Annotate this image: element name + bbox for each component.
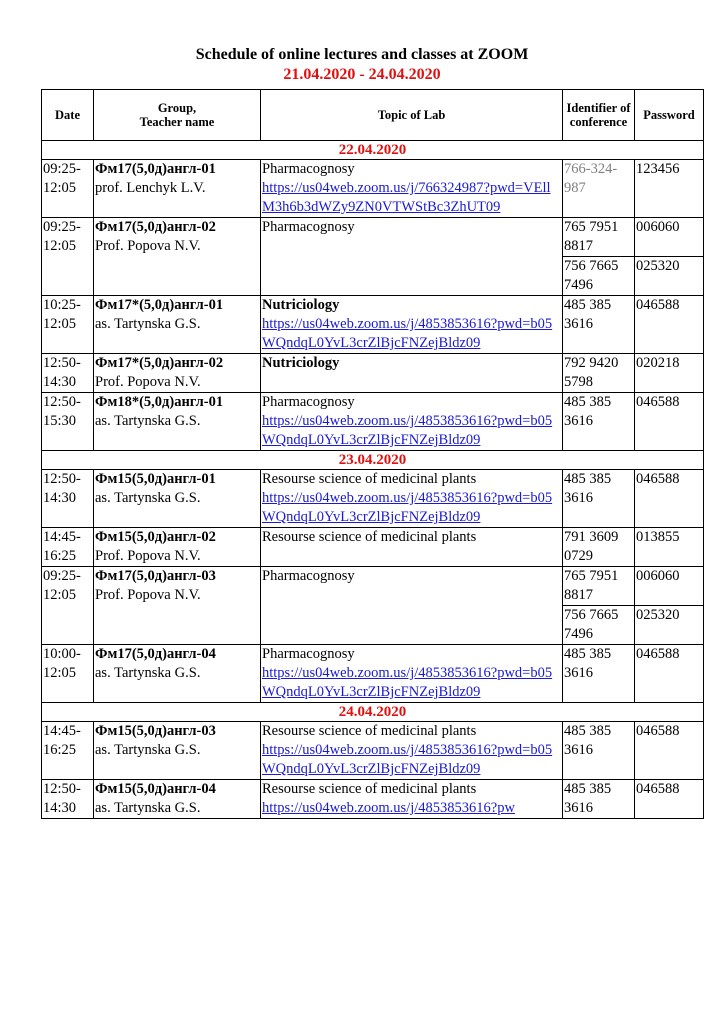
group-name: Фм17*(5,0д)англ-02 bbox=[95, 355, 224, 371]
date-heading: 24.04.2020 bbox=[42, 703, 704, 722]
teacher-name bbox=[95, 315, 259, 334]
topic-label: Resourse science of medicinal plants bbox=[262, 723, 477, 739]
topic-label: Resourse science of medicinal plants bbox=[262, 471, 477, 487]
topic-cell bbox=[261, 780, 563, 819]
group-name: Фм17(5,0д)англ-04 bbox=[95, 646, 216, 662]
group-name: Фм15(5,0д)англ-03 bbox=[95, 723, 216, 739]
time-cell: 14:45- 16:25 bbox=[42, 528, 94, 567]
teacher-name bbox=[95, 664, 259, 683]
password: 025320 bbox=[635, 606, 704, 645]
teacher-label: Popova N.V. bbox=[127, 587, 201, 603]
group-cell bbox=[94, 567, 261, 645]
date-row bbox=[42, 703, 704, 722]
group-name: Фм17*(5,0д)англ-01 bbox=[95, 297, 224, 313]
group-cell bbox=[94, 528, 261, 567]
group-cell bbox=[94, 354, 261, 393]
table-row bbox=[42, 645, 704, 703]
topic-label: Pharmacognosy bbox=[262, 568, 355, 584]
password: 006060 bbox=[635, 567, 704, 606]
time-cell: 10:25- 12:05 bbox=[42, 296, 94, 354]
teacher-label: Popova N.V. bbox=[127, 548, 201, 564]
conference-id: 766-324-987 bbox=[563, 160, 635, 218]
conference-id: 485 385 3616 bbox=[563, 722, 635, 780]
teacher-prefix: as. bbox=[95, 413, 111, 429]
topic-label: Pharmacognosy bbox=[262, 219, 355, 235]
date-row bbox=[42, 141, 704, 160]
teacher-label: Tartynska G.S. bbox=[114, 800, 201, 816]
teacher-label: Tartynska G.S. bbox=[114, 316, 201, 332]
teacher-prefix: as. bbox=[95, 490, 111, 506]
teacher-name bbox=[95, 799, 259, 818]
teacher-label: Tartynska G.S. bbox=[114, 490, 201, 506]
time-cell: 09:25- 12:05 bbox=[42, 567, 94, 645]
table-row bbox=[42, 780, 704, 819]
teacher-label: Tartynska G.S. bbox=[114, 742, 201, 758]
group-name: Фм17(5,0д)англ-02 bbox=[95, 219, 216, 235]
topic-label: Resourse science of medicinal plants bbox=[262, 529, 477, 545]
group-cell bbox=[94, 645, 261, 703]
header-group: Group, Teacher name bbox=[94, 90, 261, 141]
zoom-link[interactable]: https://us04web.zoom.us/j/4853853616?pwd=b05WQndqL0YvL3crZlBjcFNZejBldz09 bbox=[262, 665, 553, 700]
teacher-prefix: Prof. bbox=[95, 587, 124, 603]
teacher-label: Popova N.V. bbox=[127, 374, 201, 390]
teacher-name bbox=[95, 237, 259, 256]
topic-cell bbox=[261, 296, 563, 354]
topic-cell bbox=[261, 160, 563, 218]
table-row bbox=[42, 470, 704, 528]
teacher-prefix: as. bbox=[95, 800, 111, 816]
conference-id: 765 7951 8817 bbox=[563, 218, 635, 257]
time-cell: 09:25- 12:05 bbox=[42, 160, 94, 218]
topic-cell bbox=[261, 393, 563, 451]
conference-id: 756 7665 7496 bbox=[563, 606, 635, 645]
table-row bbox=[42, 296, 704, 354]
topic-cell bbox=[261, 567, 563, 645]
teacher-name bbox=[95, 179, 259, 198]
topic-cell bbox=[261, 722, 563, 780]
teacher-prefix: prof. bbox=[95, 180, 123, 196]
teacher-label: Tartynska G.S. bbox=[114, 665, 201, 681]
table-row bbox=[42, 567, 704, 606]
table-row bbox=[42, 354, 704, 393]
header-date: Date bbox=[42, 90, 94, 141]
group-cell bbox=[94, 722, 261, 780]
password: 046588 bbox=[635, 722, 704, 780]
teacher-prefix: as. bbox=[95, 665, 111, 681]
time-cell: 09:25- 12:05 bbox=[42, 218, 94, 296]
teacher-prefix: as. bbox=[95, 316, 111, 332]
group-name: Фм15(5,0д)англ-02 bbox=[95, 529, 216, 545]
password: 046588 bbox=[635, 780, 704, 819]
topic-cell bbox=[261, 645, 563, 703]
group-cell bbox=[94, 470, 261, 528]
teacher-prefix: Prof. bbox=[95, 548, 124, 564]
group-cell bbox=[94, 218, 261, 296]
schedule-table bbox=[41, 89, 704, 819]
password: 046588 bbox=[635, 470, 704, 528]
conference-id: 791 3609 0729 bbox=[563, 528, 635, 567]
topic-label: Resourse science of medicinal plants bbox=[262, 781, 477, 797]
conference-id: 485 385 3616 bbox=[563, 296, 635, 354]
teacher-prefix: as. bbox=[95, 742, 111, 758]
zoom-link[interactable]: https://us04web.zoom.us/j/4853853616?pwd=b05WQndqL0YvL3crZlBjcFNZejBldz09 bbox=[262, 742, 553, 777]
password: 025320 bbox=[635, 257, 704, 296]
teacher-name bbox=[95, 741, 259, 760]
password: 013855 bbox=[635, 528, 704, 567]
table-row bbox=[42, 160, 704, 218]
table-row bbox=[42, 722, 704, 780]
topic-label: Nutriciology bbox=[262, 297, 340, 313]
teacher-name bbox=[95, 586, 259, 605]
teacher-name bbox=[95, 412, 259, 431]
password: 046588 bbox=[635, 296, 704, 354]
zoom-link[interactable]: https://us04web.zoom.us/j/4853853616?pwd=b05WQndqL0YvL3crZlBjcFNZejBldz09 bbox=[262, 490, 553, 525]
header-id: Identifier of conference bbox=[563, 90, 635, 141]
topic-label: Pharmacognosy bbox=[262, 161, 355, 177]
password: 020218 bbox=[635, 354, 704, 393]
zoom-link[interactable]: https://us04web.zoom.us/j/766324987?pwd=VEllM3h6b3dWZy9ZN0VTWStBc3ZhUT09 bbox=[262, 180, 551, 215]
conference-id: 485 385 3616 bbox=[563, 470, 635, 528]
group-name: Фм17(5,0д)англ-01 bbox=[95, 161, 216, 177]
conference-id: 485 385 3616 bbox=[563, 393, 635, 451]
zoom-link[interactable]: https://us04web.zoom.us/j/4853853616?pwd=b05WQndqL0YvL3crZlBjcFNZejBldz09 bbox=[262, 316, 553, 351]
group-cell bbox=[94, 780, 261, 819]
conference-id: 485 385 3616 bbox=[563, 645, 635, 703]
table-row bbox=[42, 218, 704, 257]
table-row bbox=[42, 528, 704, 567]
teacher-prefix: Prof. bbox=[95, 238, 124, 254]
page-title: Schedule of online lectures and classes at ZOOM bbox=[195, 46, 529, 63]
date-row bbox=[42, 451, 704, 470]
time-cell: 14:45- 16:25 bbox=[42, 722, 94, 780]
time-cell: 10:00- 12:05 bbox=[42, 645, 94, 703]
header-password: Password bbox=[635, 90, 704, 141]
conference-id: 756 7665 7496 bbox=[563, 257, 635, 296]
zoom-link[interactable]: https://us04web.zoom.us/j/4853853616?pwd=b05WQndqL0YvL3crZlBjcFNZejBldz09 bbox=[262, 413, 553, 448]
time-cell: 12:50- 14:30 bbox=[42, 354, 94, 393]
group-cell bbox=[94, 160, 261, 218]
topic-cell bbox=[261, 528, 563, 567]
group-name: Фм15(5,0д)англ-04 bbox=[95, 781, 216, 797]
teacher-name bbox=[95, 373, 259, 392]
schedule-body bbox=[42, 141, 704, 819]
time-cell: 12:50- 14:30 bbox=[42, 470, 94, 528]
table-row bbox=[42, 393, 704, 451]
topic-cell bbox=[261, 470, 563, 528]
date-heading: 23.04.2020 bbox=[42, 451, 704, 470]
teacher-name bbox=[95, 489, 259, 508]
teacher-prefix: Prof. bbox=[95, 374, 124, 390]
conference-id: 792 9420 5798 bbox=[563, 354, 635, 393]
topic-cell bbox=[261, 218, 563, 296]
group-cell bbox=[94, 296, 261, 354]
topic-cell bbox=[261, 354, 563, 393]
teacher-name bbox=[95, 547, 259, 566]
password: 006060 bbox=[635, 218, 704, 257]
conference-id: 765 7951 8817 bbox=[563, 567, 635, 606]
teacher-label: Lenchyk L.V. bbox=[126, 180, 206, 196]
group-cell bbox=[94, 393, 261, 451]
topic-label: Pharmacognosy bbox=[262, 646, 355, 662]
zoom-link[interactable]: https://us04web.zoom.us/j/4853853616?pw bbox=[262, 800, 515, 816]
header-topic: Topic of Lab bbox=[261, 90, 563, 141]
group-name: Фм18*(5,0д)англ-01 bbox=[95, 394, 224, 410]
date-heading: 22.04.2020 bbox=[42, 141, 704, 160]
password: 046588 bbox=[635, 645, 704, 703]
time-cell: 12:50- 15:30 bbox=[42, 393, 94, 451]
group-name: Фм17(5,0д)англ-03 bbox=[95, 568, 216, 584]
date-range: 21.04.2020 - 24.04.2020 bbox=[283, 66, 441, 83]
topic-label: Pharmacognosy bbox=[262, 394, 355, 410]
group-name: Фм15(5,0д)англ-01 bbox=[95, 471, 216, 487]
time-cell: 12:50- 14:30 bbox=[42, 780, 94, 819]
teacher-label: Popova N.V. bbox=[127, 238, 201, 254]
password: 046588 bbox=[635, 393, 704, 451]
password: 123456 bbox=[635, 160, 704, 218]
teacher-label: Tartynska G.S. bbox=[114, 413, 201, 429]
header-row bbox=[42, 90, 704, 141]
topic-label: Nutriciology bbox=[262, 355, 340, 371]
conference-id: 485 385 3616 bbox=[563, 780, 635, 819]
